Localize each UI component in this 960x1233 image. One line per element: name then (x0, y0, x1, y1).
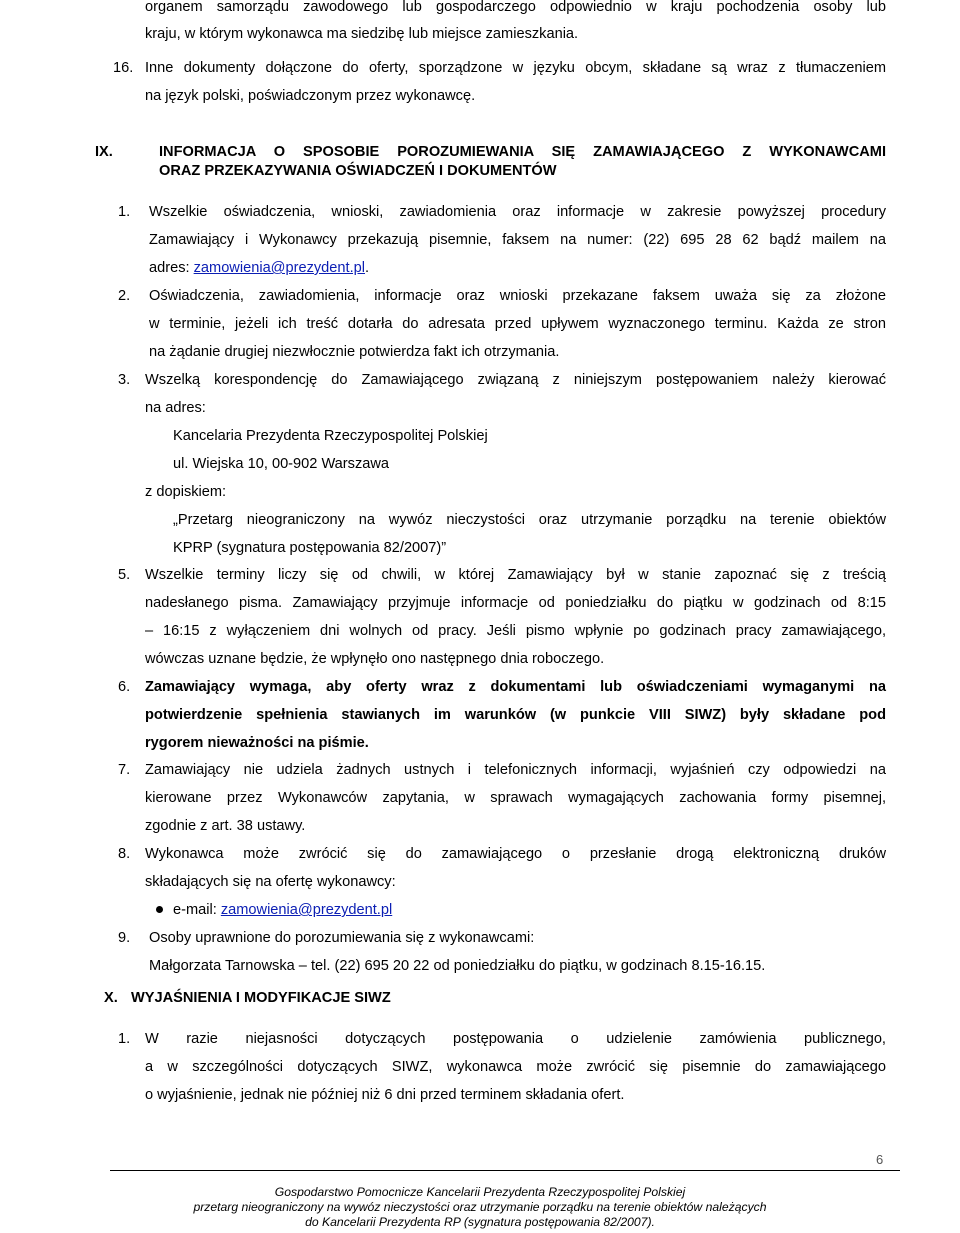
item-number: 2. (118, 288, 131, 304)
item-text: w terminie, jeżeli ich treść dotarła do adresata przed upływem wyznaczonego terminu. Każda ze stron (149, 316, 886, 332)
item-number: 1. (118, 204, 131, 220)
address-line: Kancelaria Prezydenta Rzeczypospolitej Polskiej (173, 428, 488, 444)
item-text: nadesłanego pisma. Zamawiający przyjmuje informacje od poniedziałku do piątku w godzinach od 8:15 (145, 595, 886, 611)
item-number: 5. (118, 567, 131, 583)
item-text: Zamawiający nie udziela żadnych ustnych i telefonicznych informacji, wyjaśnień czy odpowiedzi na (145, 762, 886, 778)
item-text: Wykonawca może zwrócić się do zamawiającego o przesłanie drogą elektroniczną druków (145, 846, 886, 862)
item-text: Wszelkie terminy liczy się od chwili, w której Zamawiający był w stanie zapoznać się z treścią (145, 567, 886, 583)
email-link[interactable]: zamowienia@prezydent.pl (220, 902, 393, 918)
section-title: INFORMACJA O SPOSOBIE POROZUMIEWANIA SIĘ ZAMAWIAJĄCEGO Z WYKONAWCAMI (159, 144, 886, 160)
item-number: 8. (118, 846, 131, 862)
contact-line: Małgorzata Tarnowska – tel. (22) 695 20 22 od poniedziałku do piątku, w godzinach 8.15-16.15. (149, 958, 766, 974)
footer-line: Gospodarstwo Pomocnicze Kancelarii Prezydenta Rzeczypospolitej Polskiej (274, 1185, 686, 1199)
annotation-text: „Przetarg nieograniczony na wywóz nieczystości oraz utrzymanie porządku na terenie obiektów (173, 512, 886, 528)
item-text: na adres: (145, 400, 206, 416)
section-number: IX. (95, 144, 113, 160)
item-text: składających się na ofertę wykonawcy: (145, 874, 396, 890)
item-text: Zamawiający i Wykonawcy przekazują pisemnie, faksem na numer: (22) 695 28 62 bądź mailem na (149, 232, 886, 248)
item-text: Osoby uprawnione do porozumiewania się z wykonawcami: (149, 930, 535, 946)
item-text: na żądanie drugiej niezwłocznie potwierdza fakt ich otrzymania. (149, 344, 560, 360)
item-text: Wszelką korespondencję do Zamawiającego związaną z niniejszym postępowaniem należy kierować (145, 372, 886, 388)
text-prefix: adres: (149, 260, 194, 276)
annotation-label: z dopiskiem: (145, 484, 227, 500)
text-prefix: e-mail: (173, 902, 221, 918)
item-text: Oświadczenia, zawiadomienia, informacje oraz wnioski przekazane faksem uważa się za złożone (149, 288, 886, 304)
item-text: W razie niejasności dotyczących postępowania o udzielenie zamówienia publicznego, (145, 1031, 886, 1047)
address-line: ul. Wiejska 10, 00-902 Warszawa (173, 456, 390, 472)
page-number: 6 (876, 1152, 884, 1167)
item-text: potwierdzenie spełnienia stawianych im warunków (w punkcie VIII SIWZ) były składane pod (145, 707, 886, 723)
item-number: 3. (118, 372, 131, 388)
item-text: Inne dokumenty dołączone do oferty, sporządzone w języku obcym, składane są wraz z tłumaczeniem (145, 60, 886, 76)
item-text: kierowane przez Wykonawców zapytania, w sprawach wymagających zachowania formy pisemnej, (145, 790, 886, 806)
item-text: a w szczególności dotyczących SIWZ, wykonawca może zwrócić się pisemnie do zamawiającego (145, 1059, 886, 1075)
item-number: 16. (113, 60, 134, 76)
annotation-text: KPRP (sygnatura postępowania 82/2007)” (173, 540, 447, 556)
section-title: ORAZ PRZEKAZYWANIA OŚWIADCZEŃ I DOKUMENTÓW (159, 163, 557, 179)
footer-divider (110, 1170, 900, 1171)
item-text (149, 259, 369, 277)
item-text: na język polski, poświadczonym przez wykonawcę. (145, 88, 476, 104)
section-title: WYJAŚNIENIA I MODYFIKACJE SIWZ (131, 990, 391, 1006)
item-text: Zamawiający wymaga, aby oferty wraz z dokumentami lub oświadczeniami wymaganymi na (145, 679, 886, 695)
item-number: 1. (118, 1031, 131, 1047)
text-suffix: . (365, 260, 370, 276)
footer-line: przetarg nieograniczony na wywóz nieczystości oraz utrzymanie porządku na terenie obiektów należących (193, 1200, 767, 1214)
continuation-line: organem samorządu zawodowego lub gospodarczego odpowiednio w kraju pochodzenia osoby lub (145, 0, 886, 15)
item-text: zgodnie z art. 38 ustawy. (145, 818, 306, 834)
bullet-item (173, 901, 392, 919)
item-text: – 16:15 z wyłączeniem dni wolnych od pracy. Jeśli pismo wpłynie po godzinach pracy zamawiającego, (145, 623, 886, 639)
item-number: 9. (118, 930, 131, 946)
footer-line: do Kancelarii Prezydenta RP (sygnatura postępowania 82/2007). (305, 1215, 655, 1229)
bullet-icon (156, 906, 163, 913)
item-text: o wyjaśnienie, jednak nie później niż 6 dni przed terminem składania ofert. (145, 1087, 625, 1103)
section-number: X. (104, 990, 118, 1006)
continuation-line: kraju, w którym wykonawca ma siedzibę lub miejsce zamieszkania. (145, 26, 579, 42)
email-link[interactable]: zamowienia@prezydent.pl (193, 260, 366, 276)
item-text: Wszelkie oświadczenia, wnioski, zawiadomienia oraz informacje w zakresie powyższej procedury (149, 204, 886, 220)
item-text: rygorem nieważności na piśmie. (145, 735, 369, 751)
item-number: 6. (118, 679, 131, 695)
item-number: 7. (118, 762, 131, 778)
item-text: wówczas uznane będzie, że wpłynęło ono następnego dnia roboczego. (145, 651, 605, 667)
